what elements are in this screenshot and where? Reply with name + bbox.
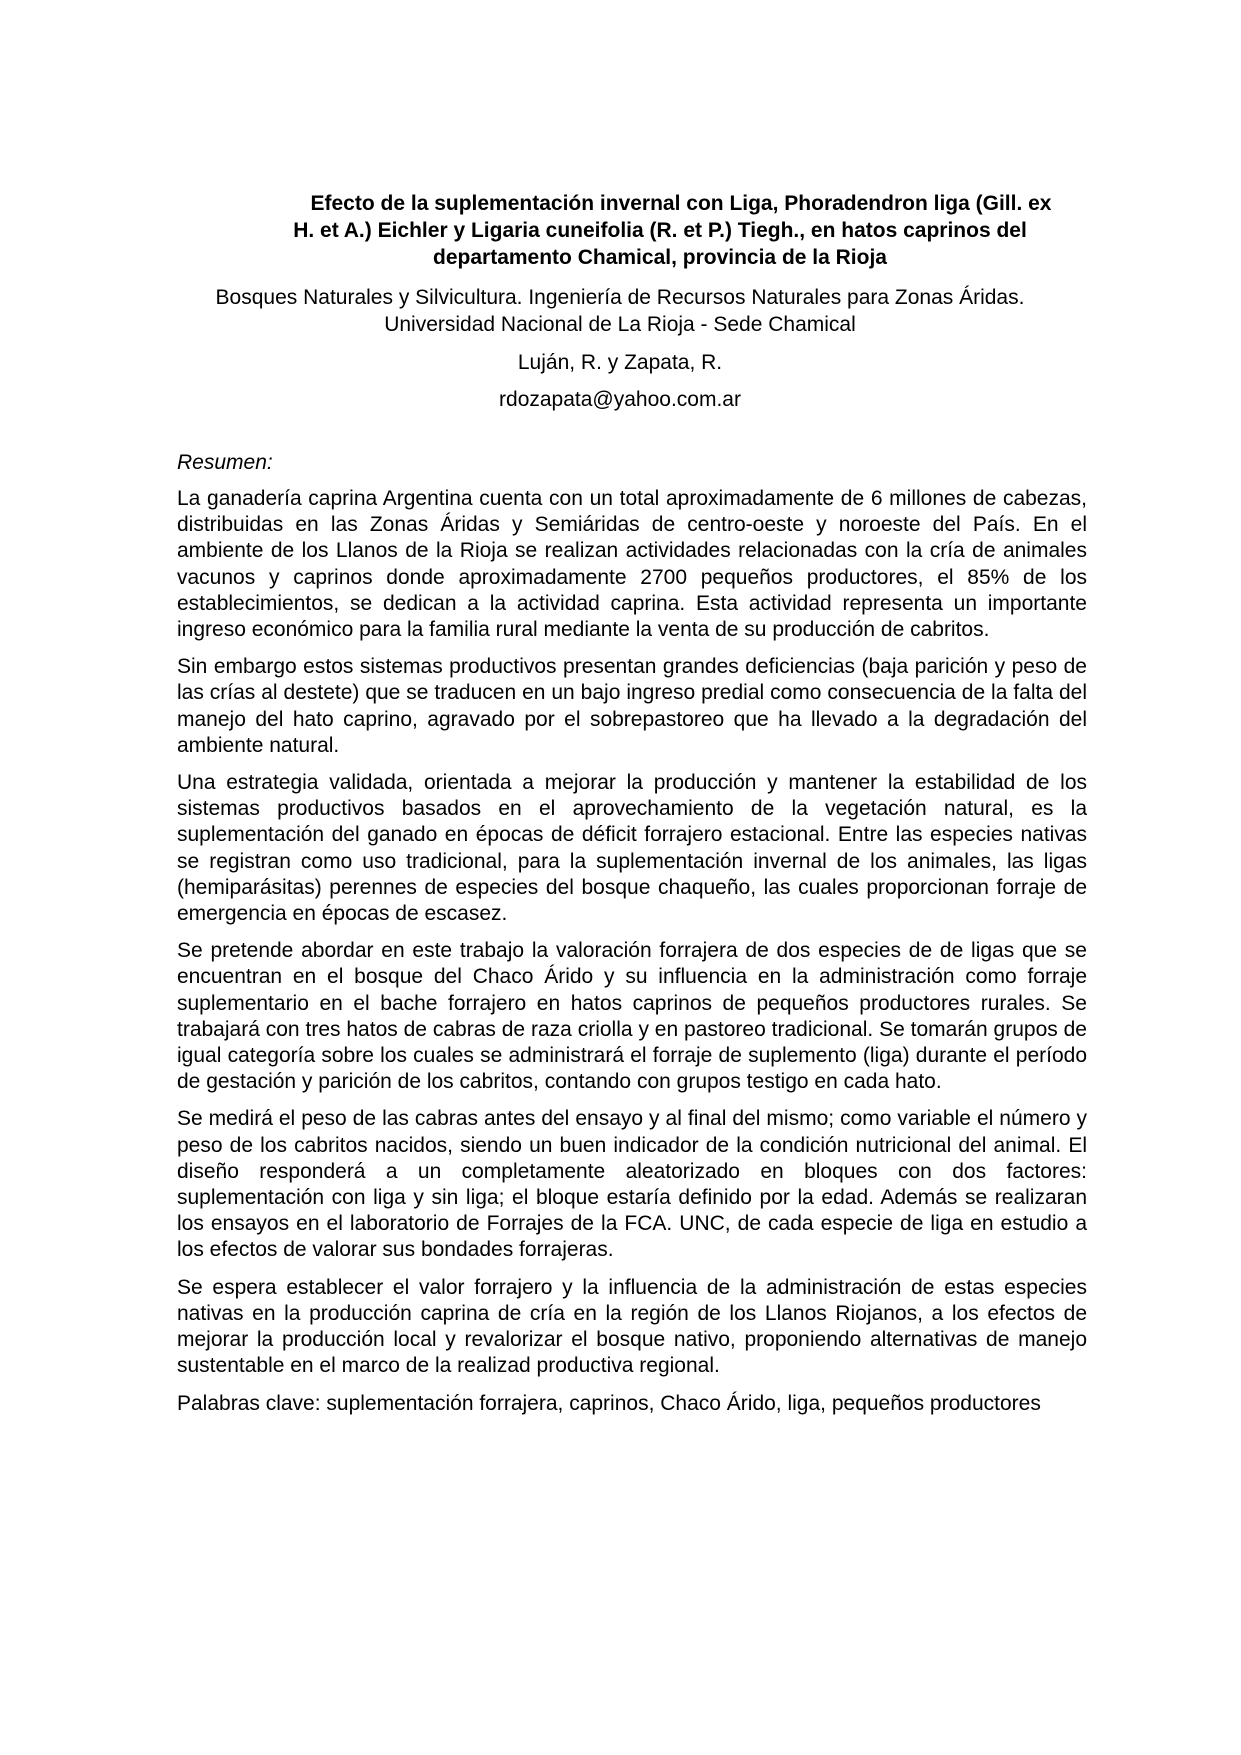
affiliation (160, 284, 1080, 338)
abstract-paragraph: Sin embargo estos sistemas productivos presentan grandes deficiencias (baja parición y peso de las crías al destete) que se traducen en un bajo ingreso predial como consecuencia de la falta del manejo del hato caprino, agravado por el sobrepastoreo que ha llevado a la degradación del ambiente natural. (177, 655, 1087, 757)
abstract-paragraph: La ganadería caprina Argentina cuenta con un total aproximadamente de 6 millones de cabezas, distribuidas en las Zonas Áridas y Semiáridas de centro-oeste y noroeste del País. En el ambiente de los Llanos de la Rioja se realizan actividades relacionadas con la cría de animales vacunos y caprinos donde aproximadamente 2700 pequeños productores, el 85% de los establecimientos, se dedican a la actividad caprina. Esta actividad representa un importante ingreso económico para la familia rural mediante la venta de su producción de cabritos. (177, 487, 1087, 642)
abstract-body (177, 486, 1087, 1428)
title-line: Efecto de la suplementación invernal con Liga, Phoradendron liga (Gill. ex (310, 192, 1052, 215)
abstract-paragraph: Se espera establecer el valor forrajero y la influencia de la administración de estas especies nativas en la producción caprina de cría en la región de los Llanos Riojanos, a los efectos de mejorar la producción local y revalorizar el bosque nativo, proponiendo alternativas de manejo sustentable en el marco de la realizad productiva regional. (177, 1275, 1087, 1378)
affiliation-line: Universidad Nacional de La Rioja - Sede Chamical (384, 313, 856, 336)
abstract-paragraph: Se medirá el peso de las cabras antes del ensayo y al final del mismo; como variable el número y peso de los cabritos nacidos, siendo un buen indicador de la condición nutricional del animal. El diseño responderá a un completamente aleatorizado en bloques con dos factores: suplementación con liga y sin liga; el bloque estaría definido por la edad. Además se realizaran los ensayos en el laboratorio de Forrajes de la FCA. UNC, de cada especie de liga en estudio a los efectos de valorar sus bondades forrajeras. (177, 1107, 1087, 1262)
keywords: Palabras clave: suplementación forrajera, caprinos, Chaco Árido, liga, pequeños productores (177, 1391, 1041, 1415)
authors: Luján, R. y Zapata, R. (517, 351, 723, 374)
abstract-paragraph: Una estrategia validada, orientada a mejorar la producción y mantener la estabilidad de los sistemas productivos basados en el aprovechamiento de la vegetación natural, es la suplementación del ganado en épocas de déficit forrajero estacional. Entre las especies nativas se registran como uso tradicional, para la suplementación invernal de los animales, las ligas (hemiparásitas) perennes de especies del bosque chaqueño, las cuales proporcionan forraje de emergencia en épocas de escasez. (177, 771, 1087, 926)
paper-title (220, 190, 1100, 271)
abstract-paragraph: Se pretende abordar en este trabajo la valoración forrajera de dos especies de de ligas que se encuentran en el bosque del Chaco Árido y su influencia en la administración como forraje suplementario en el bache forrajero en hatos caprinos de pequeños productores rurales. Se trabajará con tres hatos de cabras de raza criolla y en pastoreo tradicional. Se tomarán grupos de igual categoría sobre los cuales se administrará el forraje de suplemento (liga) durante el período de gestación y parición de los cabritos, contando con grupos testigo en cada hato. (177, 939, 1087, 1094)
author-email: rdozapata@yahoo.com.ar (499, 388, 741, 411)
abstract-label: Resumen: (177, 451, 273, 474)
title-line: departamento Chamical, provincia de la Rioja (433, 246, 887, 269)
title-line: H. et A.) Eichler y Ligaria cuneifolia (R. et P.) Tiegh., en hatos caprinos del (293, 219, 1027, 242)
affiliation-line: Bosques Naturales y Silvicultura. Ingeniería de Recursos Naturales para Zonas Áridas. (215, 286, 1025, 309)
